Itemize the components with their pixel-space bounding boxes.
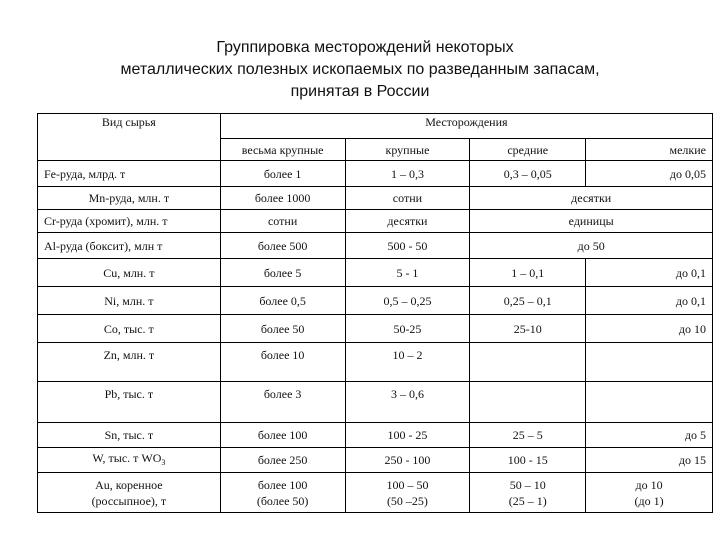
row-name-line1: Au, коренное: [95, 477, 163, 492]
row-name: Zn, млн. т: [38, 343, 221, 382]
page-title: [0, 37, 720, 103]
cell-large: 1 – 0,3: [345, 161, 470, 187]
table-row: [38, 233, 713, 259]
cell-large: 100 - 25: [345, 423, 470, 448]
table-row: [38, 473, 713, 513]
cell-very-large: сотни: [220, 210, 345, 233]
cell-large: 50-25: [345, 315, 470, 343]
cell-medium-small: десятки: [470, 187, 713, 210]
table-row: [38, 161, 713, 187]
row-name: Sn, тыс. т: [38, 423, 221, 448]
header-raw-material: Вид сырья: [38, 114, 221, 139]
title-line-3: принятая в России: [290, 83, 430, 100]
cell-small: до 0,1: [586, 259, 713, 287]
cell-very-large: более 100: [220, 423, 345, 448]
table-header-row: [38, 114, 713, 139]
row-name: Mn-руда, млн. т: [38, 187, 221, 210]
row-name: Fe-руда, млрд. т: [38, 161, 221, 187]
table-row: [38, 423, 713, 448]
cell-small: до 0,05: [586, 161, 713, 187]
cell-small: [586, 343, 713, 382]
cell-small: до 0,1: [586, 287, 713, 315]
cell-line2: (до 1): [634, 493, 664, 508]
row-name: [38, 473, 221, 513]
cell-small: [586, 382, 713, 423]
row-name-text: W, тыс. т WO: [92, 450, 162, 465]
table-row: [38, 287, 713, 315]
cell-very-large: более 1: [220, 161, 345, 187]
cell-line2: (более 50): [256, 493, 309, 508]
row-name: Cu, млн. т: [38, 259, 221, 287]
cell-large: 500 - 50: [345, 233, 470, 259]
header-deposits: Месторождения: [220, 114, 712, 139]
row-name: Cr-руда (хромит), млн. т: [38, 210, 221, 233]
row-name: Al-руда (боксит), млн т: [38, 233, 221, 259]
cell-very-large: более 5: [220, 259, 345, 287]
table-row: [38, 382, 713, 423]
cell-large: 0,5 – 0,25: [345, 287, 470, 315]
cell-very-large: [220, 473, 345, 513]
row-name-line2: (россыпное), т: [91, 493, 167, 508]
title-line-2: металлических полезных ископаемых по разведанным запасам,: [120, 61, 600, 78]
row-name: Ni, млн. т: [38, 287, 221, 315]
table-row: [38, 259, 713, 287]
header-medium: средние: [470, 139, 586, 161]
cell-medium: 100 - 15: [470, 448, 586, 473]
subscript-3: 3: [161, 457, 166, 467]
row-name: Co, тыс. т: [38, 315, 221, 343]
cell-small: до 5: [586, 423, 713, 448]
cell-medium: 1 – 0,1: [470, 259, 586, 287]
header-large: крупные: [345, 139, 470, 161]
cell-large: 250 - 100: [345, 448, 470, 473]
cell-line1: более 100: [257, 477, 308, 492]
cell-line1: 50 – 10: [509, 477, 546, 492]
cell-line2: (25 – 1): [508, 493, 547, 508]
cell-large: десятки: [345, 210, 470, 233]
table-row: [38, 315, 713, 343]
header-empty-cell: [38, 139, 221, 161]
row-name: Pb, тыс. т: [38, 382, 221, 423]
cell-small: [586, 473, 713, 513]
cell-large: сотни: [345, 187, 470, 210]
cell-medium: [470, 473, 586, 513]
title-line-1: Группировка месторождений некоторых: [216, 39, 514, 56]
cell-medium: [470, 382, 586, 423]
cell-medium-small: единицы: [470, 210, 713, 233]
cell-large: [345, 473, 470, 513]
table-row: [38, 187, 713, 210]
cell-very-large: более 250: [220, 448, 345, 473]
table-header-row: [38, 139, 713, 161]
table-row: [38, 343, 713, 382]
header-small: мелкие: [586, 139, 713, 161]
cell-small: до 10: [586, 315, 713, 343]
header-very-large: весьма крупные: [220, 139, 345, 161]
cell-very-large: более 0,5: [220, 287, 345, 315]
deposits-table: [37, 113, 713, 513]
cell-medium-small: до 50: [470, 233, 713, 259]
cell-line1: до 10: [635, 477, 663, 492]
cell-large: 10 – 2: [345, 343, 470, 382]
cell-very-large: более 3: [220, 382, 345, 423]
cell-line2: (50 –25): [386, 493, 428, 508]
cell-medium: 25 – 5: [470, 423, 586, 448]
cell-very-large: более 10: [220, 343, 345, 382]
row-name: [38, 448, 221, 473]
cell-very-large: более 50: [220, 315, 345, 343]
cell-medium: 0,3 – 0,05: [470, 161, 586, 187]
cell-very-large: более 500: [220, 233, 345, 259]
table-row: [38, 448, 713, 473]
cell-line1: 100 – 50: [386, 477, 429, 492]
cell-small: до 15: [586, 448, 713, 473]
cell-large: 5 - 1: [345, 259, 470, 287]
cell-medium: 0,25 – 0,1: [470, 287, 586, 315]
cell-medium: [470, 343, 586, 382]
table-row: [38, 210, 713, 233]
cell-very-large: более 1000: [220, 187, 345, 210]
cell-large: 3 – 0,6: [345, 382, 470, 423]
cell-medium: 25-10: [470, 315, 586, 343]
